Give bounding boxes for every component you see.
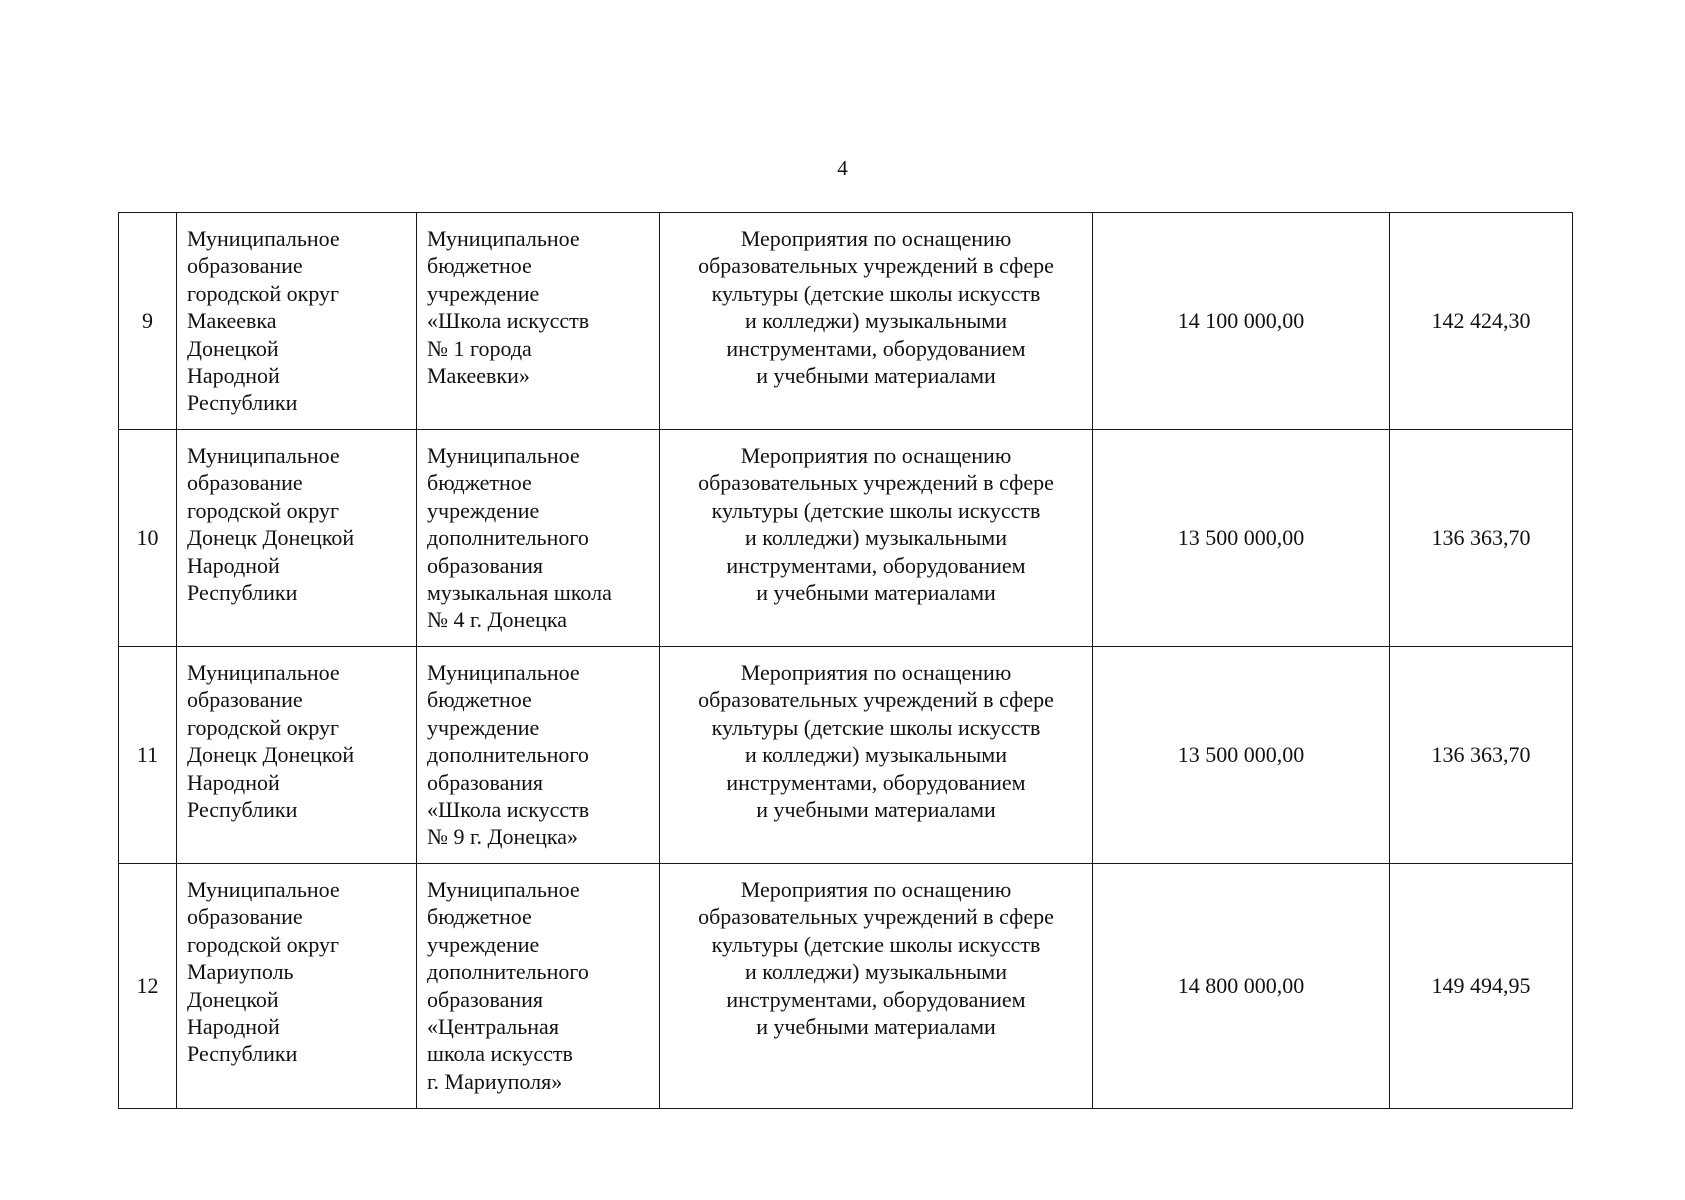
cofinancing-cell bbox=[1390, 430, 1573, 647]
municipality-name: Муниципальное образование городской округ Донецк Донецкой Народной Республики bbox=[187, 443, 355, 606]
cofinancing-amount: 142 424,30 bbox=[1431, 308, 1531, 334]
event-description: Мероприятия по оснащению образовательных учреждений в сфере культуры (детские школы искусств и колледжи) музыкальными инструментами, оборудованием и учебными материалами bbox=[698, 226, 1054, 389]
institution-name: Муниципальное бюджетное учреждение дополнительного образования музыкальная школа № 4 г. Донецка bbox=[427, 443, 612, 633]
table-row bbox=[119, 864, 1573, 1109]
institution-cell bbox=[417, 647, 660, 864]
municipality-name: Муниципальное образование городской округ Донецк Донецкой Народной Республики bbox=[187, 660, 355, 823]
subsidy-amount: 13 500 000,00 bbox=[1177, 525, 1305, 551]
institution-name: Муниципальное бюджетное учреждение дополнительного образования «Школа искусств № 9 г. Донецка» bbox=[427, 660, 590, 850]
table-row bbox=[119, 430, 1573, 647]
municipality-cell bbox=[177, 864, 417, 1109]
table-body bbox=[119, 213, 1573, 1109]
event-description: Мероприятия по оснащению образовательных учреждений в сфере культуры (детские школы искусств и колледжи) музыкальными инструментами, оборудованием и учебными материалами bbox=[698, 660, 1054, 823]
cofinancing-amount: 149 494,95 bbox=[1431, 973, 1531, 999]
event-description: Мероприятия по оснащению образовательных учреждений в сфере культуры (детские школы искусств и колледжи) музыкальными инструментами, оборудованием и учебными материалами bbox=[698, 443, 1054, 606]
cofinancing-cell bbox=[1390, 647, 1573, 864]
cofinancing-amount: 136 363,70 bbox=[1431, 742, 1531, 768]
cofinancing-cell bbox=[1390, 864, 1573, 1109]
institution-cell bbox=[417, 430, 660, 647]
table-row bbox=[119, 213, 1573, 430]
amount-cell bbox=[1093, 864, 1390, 1109]
institution-cell bbox=[417, 213, 660, 430]
row-number-cell bbox=[119, 864, 177, 1109]
amount-cell bbox=[1093, 430, 1390, 647]
event-cell bbox=[660, 430, 1093, 647]
institution-name: Муниципальное бюджетное учреждение «Школа искусств № 1 города Макеевки» bbox=[427, 226, 590, 389]
event-cell bbox=[660, 647, 1093, 864]
municipality-cell bbox=[177, 647, 417, 864]
event-cell bbox=[660, 213, 1093, 430]
row-number: 10 bbox=[136, 525, 159, 551]
table-row bbox=[119, 647, 1573, 864]
row-number: 12 bbox=[136, 973, 159, 999]
page-number: 4 bbox=[837, 156, 848, 180]
event-description: Мероприятия по оснащению образовательных учреждений в сфере культуры (детские школы искусств и колледжи) музыкальными инструментами, оборудованием и учебными материалами bbox=[698, 877, 1054, 1040]
municipality-cell bbox=[177, 213, 417, 430]
row-number: 11 bbox=[136, 742, 159, 768]
subsidy-amount: 13 500 000,00 bbox=[1177, 742, 1305, 768]
subsidy-table bbox=[118, 212, 1573, 1109]
municipality-name: Муниципальное образование городской округ Макеевка Донецкой Народной Республики bbox=[187, 226, 340, 416]
municipality-name: Муниципальное образование городской округ Мариуполь Донецкой Народной Республики bbox=[187, 877, 340, 1067]
amount-cell bbox=[1093, 647, 1390, 864]
subsidy-amount: 14 100 000,00 bbox=[1177, 308, 1305, 334]
subsidy-amount: 14 800 000,00 bbox=[1177, 973, 1305, 999]
amount-cell bbox=[1093, 213, 1390, 430]
cofinancing-amount: 136 363,70 bbox=[1431, 525, 1531, 551]
row-number: 9 bbox=[142, 308, 153, 334]
institution-name: Муниципальное бюджетное учреждение дополнительного образования «Центральная школа искусств г. Мариуполя» bbox=[427, 877, 589, 1094]
event-cell bbox=[660, 864, 1093, 1109]
row-number-cell bbox=[119, 647, 177, 864]
institution-cell bbox=[417, 864, 660, 1109]
row-number-cell bbox=[119, 430, 177, 647]
municipality-cell bbox=[177, 430, 417, 647]
row-number-cell bbox=[119, 213, 177, 430]
cofinancing-cell bbox=[1390, 213, 1573, 430]
